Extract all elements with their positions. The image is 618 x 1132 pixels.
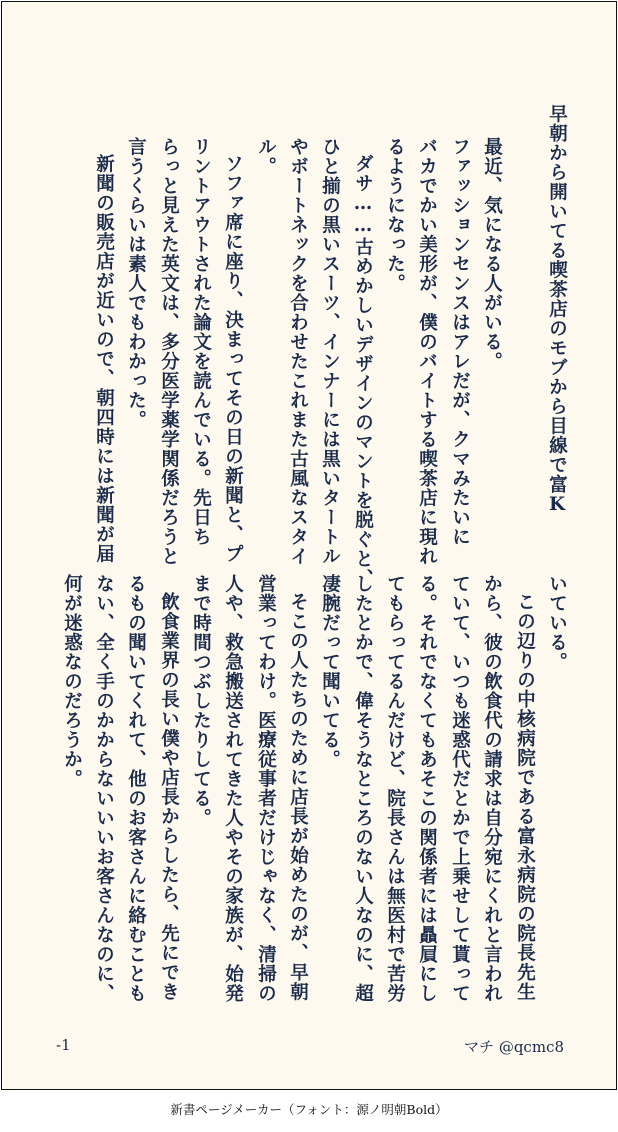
lower-line-13: 飲食業界の長い僕や店長からしたら、先にでき (158, 592, 180, 1002)
upper-line-2: ファッションセンスはアレだが、クマみたいに (449, 137, 471, 547)
upper-line-7: やボートネックを合わせたこれまた古風なスタイ (287, 137, 309, 566)
lower-line-8: 凄腕だって聞いてる。 (319, 574, 341, 769)
lower-line-15: ない、全く手のかからないいいお客さんなのに、 (93, 574, 115, 1003)
lower-line-5: る。それでなくてもあそこの関係者には贔屓にし (416, 574, 438, 1003)
upper-line-3: バカでかい美形が、僕のバイトする喫茶店に現れ (416, 137, 438, 566)
lower-line-4: ていて、いつも迷惑代だとかで上乗せして貰って (449, 574, 471, 1003)
lower-line-9: そこの人たちのために店長が始めたのが、早朝 (287, 592, 309, 1002)
lower-line-1: いている。 (546, 574, 568, 672)
generator-caption: 新書ページメーカー（フォント：源ノ明朝Bold） (170, 1102, 448, 1117)
upper-line-9: ソファ席に座り、決まってその日の新聞と、プ (222, 154, 244, 564)
lower-line-6: てもらってるんだけど、院長さんは無医村で苦労 (384, 574, 406, 1003)
page-number: -1 (56, 1036, 71, 1054)
author-credit: マチ @qcmc8 (464, 1038, 564, 1056)
lower-line-7: したとかで、偉そうなところのない人なのに、超 (352, 574, 374, 1003)
lower-line-11: 人や、救急搬送されてきた人やその家族が、始発 (222, 574, 244, 1003)
upper-line-11: らっと見えた英文は、多分医学薬学関係だろうと (158, 137, 180, 566)
lower-line-3: から、彼の飲食代の請求は自分宛にくれと言われ (481, 574, 503, 1003)
upper-line-12: 言うくらいは素人でもわかった。 (125, 137, 147, 430)
upper-line-1: 最近、気になる人がいる。 (481, 137, 503, 371)
upper-line-8: ル。 (255, 137, 277, 176)
upper-line-5: ダサ……古めかしいデザインのマントを脱ぐと、 (352, 154, 374, 588)
book-page (1, 1, 617, 1090)
lower-line-10: 営業ってわけ。医療従事者だけじゃなく、清掃の (255, 574, 277, 1003)
upper-line-4: るようになった。 (384, 137, 406, 293)
lower-line-16: 何が迷惑なのだろうか。 (61, 574, 83, 789)
lower-line-2: この辺りの中核病院である富永病院の院長先生 (514, 592, 536, 1002)
lower-line-14: るもの聞いてくれて、他のお客さんに絡むことも (125, 574, 147, 1003)
upper-line-6: ひと揃の黒いスーツ、インナーには黒いタートル (319, 137, 341, 566)
lower-line-12: まで時間つぶしたりしてる。 (190, 574, 212, 828)
upper-line-13: 新聞の販売店が近いので、朝四時には新聞が届 (93, 154, 115, 564)
page-title: 早朝から開いてる喫茶店のモブから目線で富K (546, 104, 568, 516)
upper-line-10: リントアウトされた論文を読んでいる。先日ち (190, 137, 212, 547)
